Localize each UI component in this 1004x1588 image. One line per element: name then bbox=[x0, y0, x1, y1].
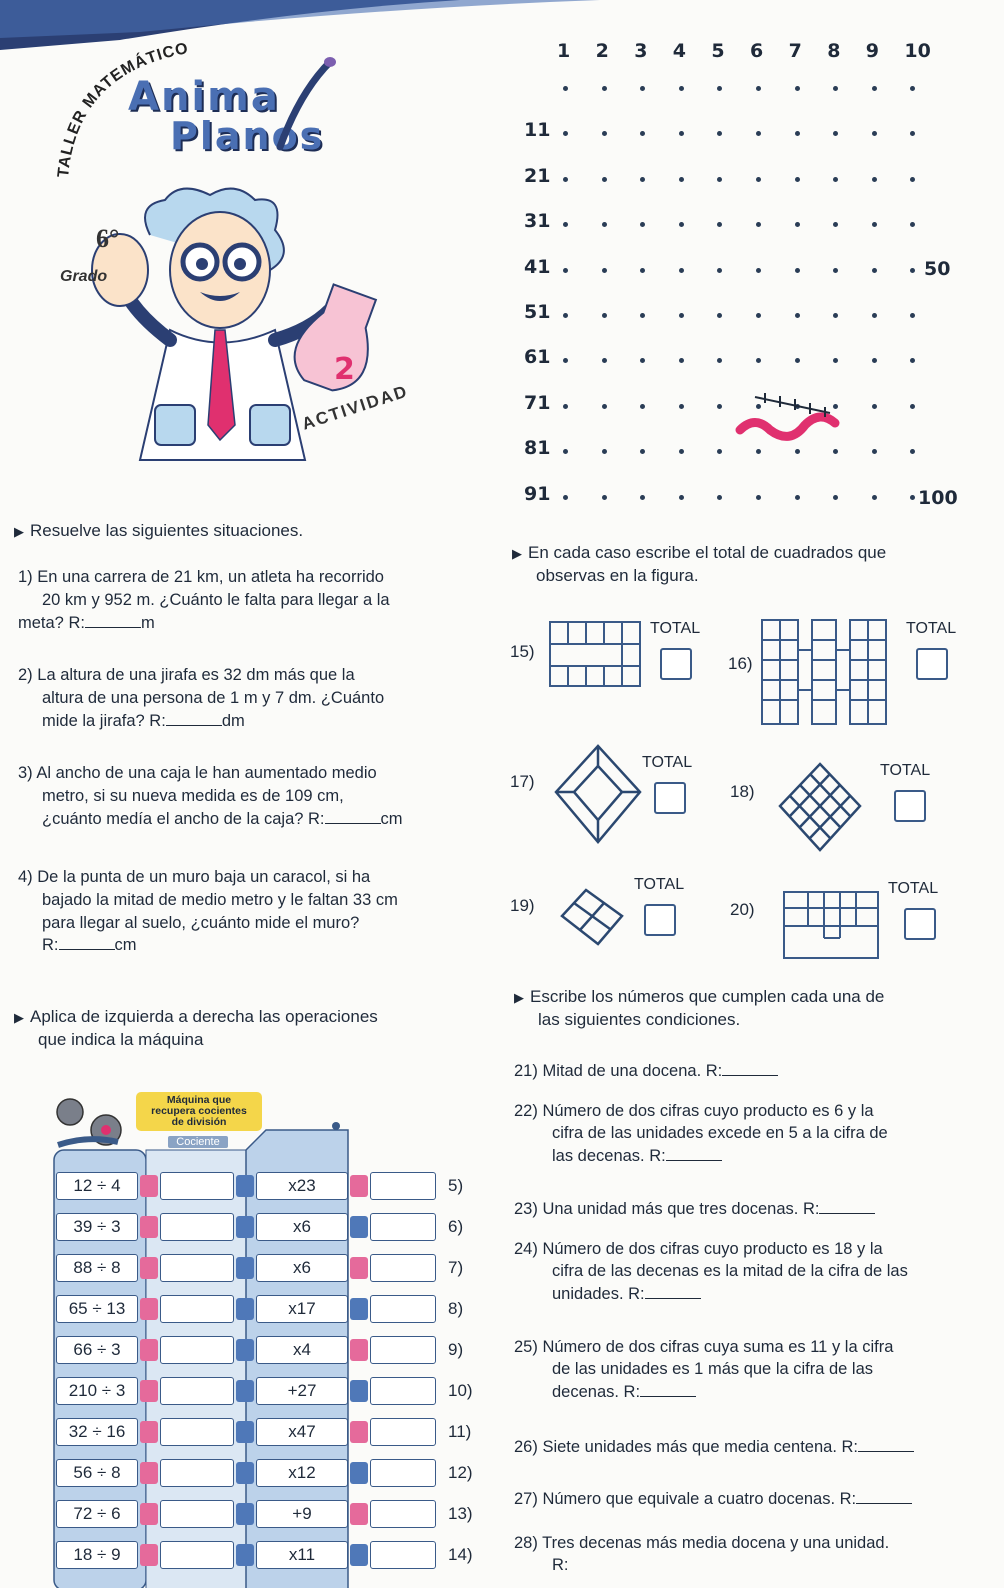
activity-number: 2 bbox=[334, 352, 355, 387]
condition-25: 25) Número de dos cifras cuya suma es 11 y la cifra de las unidades es 1 más que la cifra de las decenas. R: bbox=[514, 1338, 894, 1401]
grid-dot[interactable] bbox=[910, 313, 915, 318]
grid-left-number: 51 bbox=[524, 301, 551, 323]
grid-top-number: 2 bbox=[595, 40, 609, 62]
row-number: 13) bbox=[448, 1504, 473, 1523]
operation-box: x23 bbox=[256, 1172, 348, 1200]
row-number: 9) bbox=[448, 1340, 464, 1359]
answer-blank[interactable] bbox=[819, 1200, 875, 1214]
grid-dot[interactable] bbox=[872, 449, 877, 454]
figure-16-label: 16) bbox=[728, 654, 753, 673]
division-operation-box: 72 ÷ 6 bbox=[56, 1500, 138, 1528]
connector-tube bbox=[350, 1462, 368, 1484]
problem-1: 1) En una carrera de 21 km, un atleta ha recorrido 20 km y 952 m. ¿Cuánto le falta para llegar a la meta? R: m bbox=[18, 568, 390, 632]
operation-box: x6 bbox=[256, 1254, 348, 1282]
cociente-answer-box[interactable] bbox=[160, 1541, 234, 1569]
grid-dot[interactable] bbox=[795, 131, 800, 136]
grid-dot[interactable] bbox=[756, 495, 761, 500]
grid-dot[interactable] bbox=[602, 495, 607, 500]
grid-dot[interactable] bbox=[756, 177, 761, 182]
grid-dot[interactable] bbox=[640, 131, 645, 136]
cociente-answer-box[interactable] bbox=[160, 1459, 234, 1487]
grid-dot[interactable] bbox=[602, 358, 607, 363]
grid-dot[interactable] bbox=[563, 222, 568, 227]
total-label: TOTAL bbox=[888, 880, 939, 897]
machine-title-plate: Máquina que recupera cocientes de división bbox=[136, 1092, 262, 1131]
operation-box: x4 bbox=[256, 1336, 348, 1364]
operation-box: +27 bbox=[256, 1377, 348, 1405]
row-number: 7) bbox=[448, 1258, 464, 1277]
operation-box: x12 bbox=[256, 1459, 348, 1487]
grid-dot[interactable] bbox=[795, 177, 800, 182]
grid-left-number: 31 bbox=[524, 210, 551, 233]
grid-dot[interactable] bbox=[795, 495, 800, 500]
condition-21: 21) Mitad de una docena. R: bbox=[514, 1060, 778, 1082]
grid-dot[interactable] bbox=[563, 86, 568, 91]
grid-dot[interactable] bbox=[833, 177, 838, 182]
grid-dot[interactable] bbox=[795, 268, 800, 273]
figure-20-label: 20) bbox=[730, 900, 755, 919]
division-operation-box: 18 ÷ 9 bbox=[56, 1541, 138, 1569]
grid-left-number: 71 bbox=[524, 391, 551, 414]
division-operation-box: 88 ÷ 8 bbox=[56, 1254, 138, 1282]
grid-dot[interactable] bbox=[833, 222, 838, 227]
grid-right-number: 100 bbox=[918, 486, 958, 509]
bullet-triangle-icon: ▶ bbox=[512, 546, 522, 561]
grid-top-number: 8 bbox=[827, 40, 841, 62]
grid-top-number: 7 bbox=[788, 40, 802, 62]
grid-dot[interactable] bbox=[563, 131, 568, 136]
section-heading-cuadrados: ▶ En cada caso escribe el total de cuadrados que observas en la figura. bbox=[512, 543, 887, 585]
grade-label: Grado bbox=[60, 268, 108, 285]
machine-cociente-label: Cociente bbox=[168, 1136, 228, 1148]
grid-dot[interactable] bbox=[910, 86, 915, 91]
cociente-answer-box[interactable] bbox=[160, 1172, 234, 1200]
row-number: 10) bbox=[448, 1381, 473, 1400]
grid-dot[interactable] bbox=[910, 449, 915, 454]
grid-dot[interactable] bbox=[679, 404, 684, 409]
grid-dot[interactable] bbox=[602, 404, 607, 409]
figure-20 bbox=[782, 890, 882, 962]
grid-dot[interactable] bbox=[717, 177, 722, 182]
connector-tube bbox=[140, 1339, 158, 1361]
answer-blank[interactable] bbox=[325, 810, 381, 824]
total-label: TOTAL bbox=[880, 762, 931, 779]
grid-dot[interactable] bbox=[717, 86, 722, 91]
bullet-triangle-icon: ▶ bbox=[14, 524, 24, 539]
connector-tube bbox=[140, 1421, 158, 1443]
connector-tube bbox=[140, 1503, 158, 1525]
grid-dot[interactable] bbox=[910, 404, 915, 409]
condition-23: 23) Una unidad más que tres docenas. R: bbox=[514, 1198, 875, 1220]
total-answer-box-15[interactable] bbox=[660, 648, 692, 680]
grid-top-number: 3 bbox=[634, 40, 648, 62]
connector-tube bbox=[140, 1298, 158, 1320]
grid-dot[interactable] bbox=[910, 495, 915, 500]
connector-tube bbox=[236, 1503, 254, 1525]
grid-dot[interactable] bbox=[640, 404, 645, 409]
connector-tube bbox=[350, 1175, 368, 1197]
grid-dot[interactable] bbox=[717, 268, 722, 273]
result-answer-box[interactable] bbox=[370, 1336, 436, 1364]
answer-blank[interactable] bbox=[858, 1438, 914, 1452]
answer-blank[interactable] bbox=[856, 1490, 912, 1504]
cociente-answer-box[interactable] bbox=[160, 1500, 234, 1528]
grid-dot[interactable] bbox=[872, 86, 877, 91]
figure-15-label: 15) bbox=[510, 642, 535, 661]
answer-blank[interactable] bbox=[722, 1062, 778, 1076]
svg-text:TALLER MATEMÁTICO: TALLER MATEMÁTICO bbox=[55, 40, 191, 179]
grid-dot[interactable] bbox=[756, 131, 761, 136]
row-number: 11) bbox=[448, 1422, 472, 1441]
answer-blank[interactable] bbox=[166, 712, 222, 726]
grid-dot[interactable] bbox=[563, 358, 568, 363]
grid-dot[interactable] bbox=[679, 449, 684, 454]
connector-tube bbox=[236, 1421, 254, 1443]
grid-dot[interactable] bbox=[640, 358, 645, 363]
grid-dot[interactable] bbox=[717, 313, 722, 318]
bullet-triangle-icon: ▶ bbox=[514, 990, 524, 1005]
figure-19 bbox=[556, 886, 626, 950]
condition-26: 26) Siete unidades más que media centena. R: bbox=[514, 1436, 914, 1458]
connector-tube bbox=[350, 1544, 368, 1566]
grid-dot[interactable] bbox=[833, 86, 838, 91]
grid-dot[interactable] bbox=[563, 495, 568, 500]
connector-tube bbox=[236, 1175, 254, 1197]
grid-dot[interactable] bbox=[872, 404, 877, 409]
grid-dot[interactable] bbox=[563, 177, 568, 182]
grid-dot[interactable] bbox=[640, 313, 645, 318]
result-answer-box[interactable] bbox=[370, 1500, 436, 1528]
connector-tube bbox=[140, 1257, 158, 1279]
grid-dot[interactable] bbox=[679, 131, 684, 136]
connector-tube bbox=[236, 1298, 254, 1320]
grid-dot[interactable] bbox=[910, 358, 915, 363]
grid-dot[interactable] bbox=[602, 313, 607, 318]
grid-dot[interactable] bbox=[872, 177, 877, 182]
connector-tube bbox=[236, 1216, 254, 1238]
grid-dot[interactable] bbox=[872, 495, 877, 500]
grid-dot[interactable] bbox=[679, 222, 684, 227]
figure-18-label: 18) bbox=[730, 782, 755, 801]
figure-16 bbox=[758, 618, 892, 728]
grid-dot[interactable] bbox=[717, 495, 722, 500]
grid-dot[interactable] bbox=[717, 222, 722, 227]
grid-dot[interactable] bbox=[640, 268, 645, 273]
figure-15 bbox=[548, 620, 644, 690]
row-number: 12) bbox=[448, 1463, 473, 1482]
row-number: 14) bbox=[448, 1545, 473, 1564]
grid-left-number: 21 bbox=[524, 164, 551, 187]
grid-dot[interactable] bbox=[756, 86, 761, 91]
grid-dot[interactable] bbox=[756, 222, 761, 227]
result-answer-box[interactable] bbox=[370, 1459, 436, 1487]
connector-tube bbox=[140, 1175, 158, 1197]
figure-19-label: 19) bbox=[510, 896, 535, 915]
connector-tube bbox=[350, 1380, 368, 1402]
division-operation-box: 32 ÷ 16 bbox=[56, 1418, 138, 1446]
title-anima: Anima bbox=[128, 74, 280, 120]
grid-dot[interactable] bbox=[872, 313, 877, 318]
answer-blank[interactable] bbox=[645, 1285, 701, 1299]
condition-28: 28) Tres decenas más media docena y una unidad. R: bbox=[514, 1534, 890, 1575]
division-operation-box: 12 ÷ 4 bbox=[56, 1172, 138, 1200]
grid-dot[interactable] bbox=[602, 449, 607, 454]
grid-top-number: 6 bbox=[750, 40, 764, 62]
cociente-answer-box[interactable] bbox=[160, 1418, 234, 1446]
operation-box: +9 bbox=[256, 1500, 348, 1528]
connector-tube bbox=[236, 1380, 254, 1402]
grid-dot[interactable] bbox=[563, 268, 568, 273]
grid-dot[interactable] bbox=[756, 358, 761, 363]
cociente-answer-box[interactable] bbox=[160, 1254, 234, 1282]
grid-dot[interactable] bbox=[717, 449, 722, 454]
connector-tube bbox=[140, 1216, 158, 1238]
grid-dot[interactable] bbox=[563, 449, 568, 454]
grid-dot[interactable] bbox=[640, 449, 645, 454]
grid-dot[interactable] bbox=[679, 177, 684, 182]
row-number: 6) bbox=[448, 1217, 464, 1236]
connector-tube bbox=[140, 1462, 158, 1484]
grid-top-number: 5 bbox=[711, 40, 725, 62]
result-answer-box[interactable] bbox=[370, 1213, 436, 1241]
grid-dot[interactable] bbox=[679, 268, 684, 273]
cociente-answer-box[interactable] bbox=[160, 1377, 234, 1405]
grid-top-number: 4 bbox=[672, 40, 687, 62]
division-operation-box: 65 ÷ 13 bbox=[56, 1295, 138, 1323]
grid-dot[interactable] bbox=[602, 222, 607, 227]
total-label: TOTAL bbox=[650, 620, 701, 637]
connector-tube bbox=[236, 1462, 254, 1484]
connector-tube bbox=[236, 1257, 254, 1279]
total-answer-box-17[interactable] bbox=[654, 782, 686, 814]
grid-dot[interactable] bbox=[640, 177, 645, 182]
grade-number: 6° bbox=[96, 224, 120, 253]
condition-22: 22) Número de dos cifras cuyo producto es 6 y la cifra de las unidades excede en 5 a la cifra de las decenas. R: bbox=[514, 1102, 888, 1165]
operation-box: x11 bbox=[256, 1541, 348, 1569]
total-answer-box-20[interactable] bbox=[904, 908, 936, 940]
answer-blank[interactable] bbox=[85, 614, 141, 628]
grid-right-number: 50 bbox=[924, 257, 951, 280]
row-number: 8) bbox=[448, 1299, 464, 1318]
grid-dot[interactable] bbox=[640, 86, 645, 91]
connector-tube bbox=[236, 1544, 254, 1566]
operation-box: x6 bbox=[256, 1213, 348, 1241]
result-answer-box[interactable] bbox=[370, 1377, 436, 1405]
division-operation-box: 210 ÷ 3 bbox=[56, 1377, 138, 1405]
connector-tube bbox=[140, 1380, 158, 1402]
snail-doodle bbox=[735, 385, 845, 450]
grid-dot[interactable] bbox=[717, 358, 722, 363]
condition-24: 24) Número de dos cifras cuyo producto es 18 y la cifra de las decenas es la mitad de la cifra de las unidades. R: bbox=[514, 1240, 908, 1303]
answer-blank[interactable] bbox=[666, 1147, 722, 1161]
grid-dot[interactable] bbox=[602, 86, 607, 91]
total-label: TOTAL bbox=[634, 876, 685, 893]
condition-27: 27) Número que equivale a cuatro docenas. R: bbox=[514, 1488, 912, 1510]
section-heading-resuelve: ▶ Resuelve las siguientes situaciones. bbox=[14, 521, 304, 540]
operation-box: x17 bbox=[256, 1295, 348, 1323]
grid-left-number: 11 bbox=[524, 119, 551, 142]
grid-dot[interactable] bbox=[872, 131, 877, 136]
answer-blank[interactable] bbox=[59, 936, 115, 950]
connector-tube bbox=[350, 1216, 368, 1238]
grid-dot[interactable] bbox=[910, 177, 915, 182]
bullet-triangle-icon: ▶ bbox=[14, 1010, 24, 1025]
grid-dot[interactable] bbox=[833, 495, 838, 500]
grid-dot[interactable] bbox=[717, 131, 722, 136]
connector-tube bbox=[350, 1339, 368, 1361]
connector-tube bbox=[350, 1257, 368, 1279]
grid-dot[interactable] bbox=[910, 222, 915, 227]
grid-top-number: 1 bbox=[557, 40, 571, 62]
grid-top-number: 10 bbox=[904, 40, 931, 62]
connector-tube bbox=[350, 1421, 368, 1443]
grid-dot[interactable] bbox=[833, 313, 838, 318]
total-answer-box-19[interactable] bbox=[644, 904, 676, 936]
row-number: 5) bbox=[448, 1176, 464, 1195]
total-label: TOTAL bbox=[642, 754, 693, 771]
grid-dot[interactable] bbox=[795, 86, 800, 91]
figure-18 bbox=[776, 760, 864, 854]
activity-label: ACTIVIDAD bbox=[299, 381, 411, 434]
division-operation-box: 39 ÷ 3 bbox=[56, 1213, 138, 1241]
grid-dot[interactable] bbox=[563, 404, 568, 409]
grid-top-number: 9 bbox=[865, 40, 880, 62]
connector-tube bbox=[140, 1544, 158, 1566]
grid-dot[interactable] bbox=[795, 222, 800, 227]
answer-blank[interactable] bbox=[640, 1383, 696, 1397]
connector-tube bbox=[236, 1339, 254, 1361]
result-answer-box[interactable] bbox=[370, 1418, 436, 1446]
grid-dot[interactable] bbox=[795, 313, 800, 318]
grid-dot[interactable] bbox=[756, 268, 761, 273]
grid-dot[interactable] bbox=[563, 313, 568, 318]
grid-dot[interactable] bbox=[679, 313, 684, 318]
grid-left-number: 81 bbox=[524, 437, 551, 460]
grid-dot[interactable] bbox=[602, 177, 607, 182]
section-heading-condiciones: ▶ Escribe los números que cumplen cada una de las siguientes condiciones. bbox=[514, 987, 885, 1029]
cociente-answer-box[interactable] bbox=[160, 1213, 234, 1241]
total-answer-box-16[interactable] bbox=[916, 648, 948, 680]
division-operation-box: 66 ÷ 3 bbox=[56, 1336, 138, 1364]
grid-dot[interactable] bbox=[756, 313, 761, 318]
grid-dot[interactable] bbox=[872, 222, 877, 227]
problem-3: 3) Al ancho de una caja le han aumentado medio metro, si su nueva medida es de 109 cm, ¿cuánto medía el ancho de la caja? R: cm bbox=[18, 764, 403, 828]
connector-tube bbox=[350, 1298, 368, 1320]
grid-dot[interactable] bbox=[679, 86, 684, 91]
result-answer-box[interactable] bbox=[370, 1541, 436, 1569]
cociente-answer-box[interactable] bbox=[160, 1336, 234, 1364]
grid-left-number: 41 bbox=[524, 255, 551, 278]
cociente-answer-box[interactable] bbox=[160, 1295, 234, 1323]
problem-2: 2) La altura de una jirafa es 32 dm más que la altura de una persona de 1 m y 7 dm. ¿Cuánto mide la jirafa? R: dm bbox=[18, 666, 385, 730]
operation-box: x47 bbox=[256, 1418, 348, 1446]
grid-dot[interactable] bbox=[679, 495, 684, 500]
grid-dot[interactable] bbox=[910, 268, 915, 273]
grid-dot[interactable] bbox=[640, 222, 645, 227]
grid-dot[interactable] bbox=[679, 358, 684, 363]
total-answer-box-18[interactable] bbox=[894, 790, 926, 822]
result-answer-box[interactable] bbox=[370, 1295, 436, 1323]
grid-dot[interactable] bbox=[872, 358, 877, 363]
grid-dot[interactable] bbox=[602, 268, 607, 273]
title-planos: Planos bbox=[170, 114, 325, 158]
grid-left-number: 91 bbox=[524, 482, 551, 505]
pencil-icon bbox=[270, 52, 340, 152]
grid-dot[interactable] bbox=[602, 131, 607, 136]
grid-dot[interactable] bbox=[717, 404, 722, 409]
grid-dot[interactable] bbox=[872, 268, 877, 273]
connector-tube bbox=[350, 1503, 368, 1525]
grid-left-number: 61 bbox=[524, 346, 551, 369]
section-heading-maquina: ▶ Aplica de izquierda a derecha las operaciones que indica la máquina bbox=[14, 1007, 378, 1049]
figure-17-label: 17) bbox=[510, 772, 535, 791]
total-label: TOTAL bbox=[906, 620, 957, 637]
result-answer-box[interactable] bbox=[370, 1254, 436, 1282]
grid-dot[interactable] bbox=[833, 131, 838, 136]
grid-dot[interactable] bbox=[833, 268, 838, 273]
grid-dot[interactable] bbox=[795, 358, 800, 363]
grid-dot[interactable] bbox=[910, 131, 915, 136]
grid-dot[interactable] bbox=[640, 495, 645, 500]
division-operation-box: 56 ÷ 8 bbox=[56, 1459, 138, 1487]
problem-4: 4) De la punta de un muro baja un caracol, si ha bajado la mitad de medio metro y le faltan 33 cm para llegar al suelo, ¿cuánto mide el muro? R: cm bbox=[18, 868, 398, 955]
result-answer-box[interactable] bbox=[370, 1172, 436, 1200]
figure-17 bbox=[552, 742, 644, 846]
grid-dot[interactable] bbox=[833, 358, 838, 363]
